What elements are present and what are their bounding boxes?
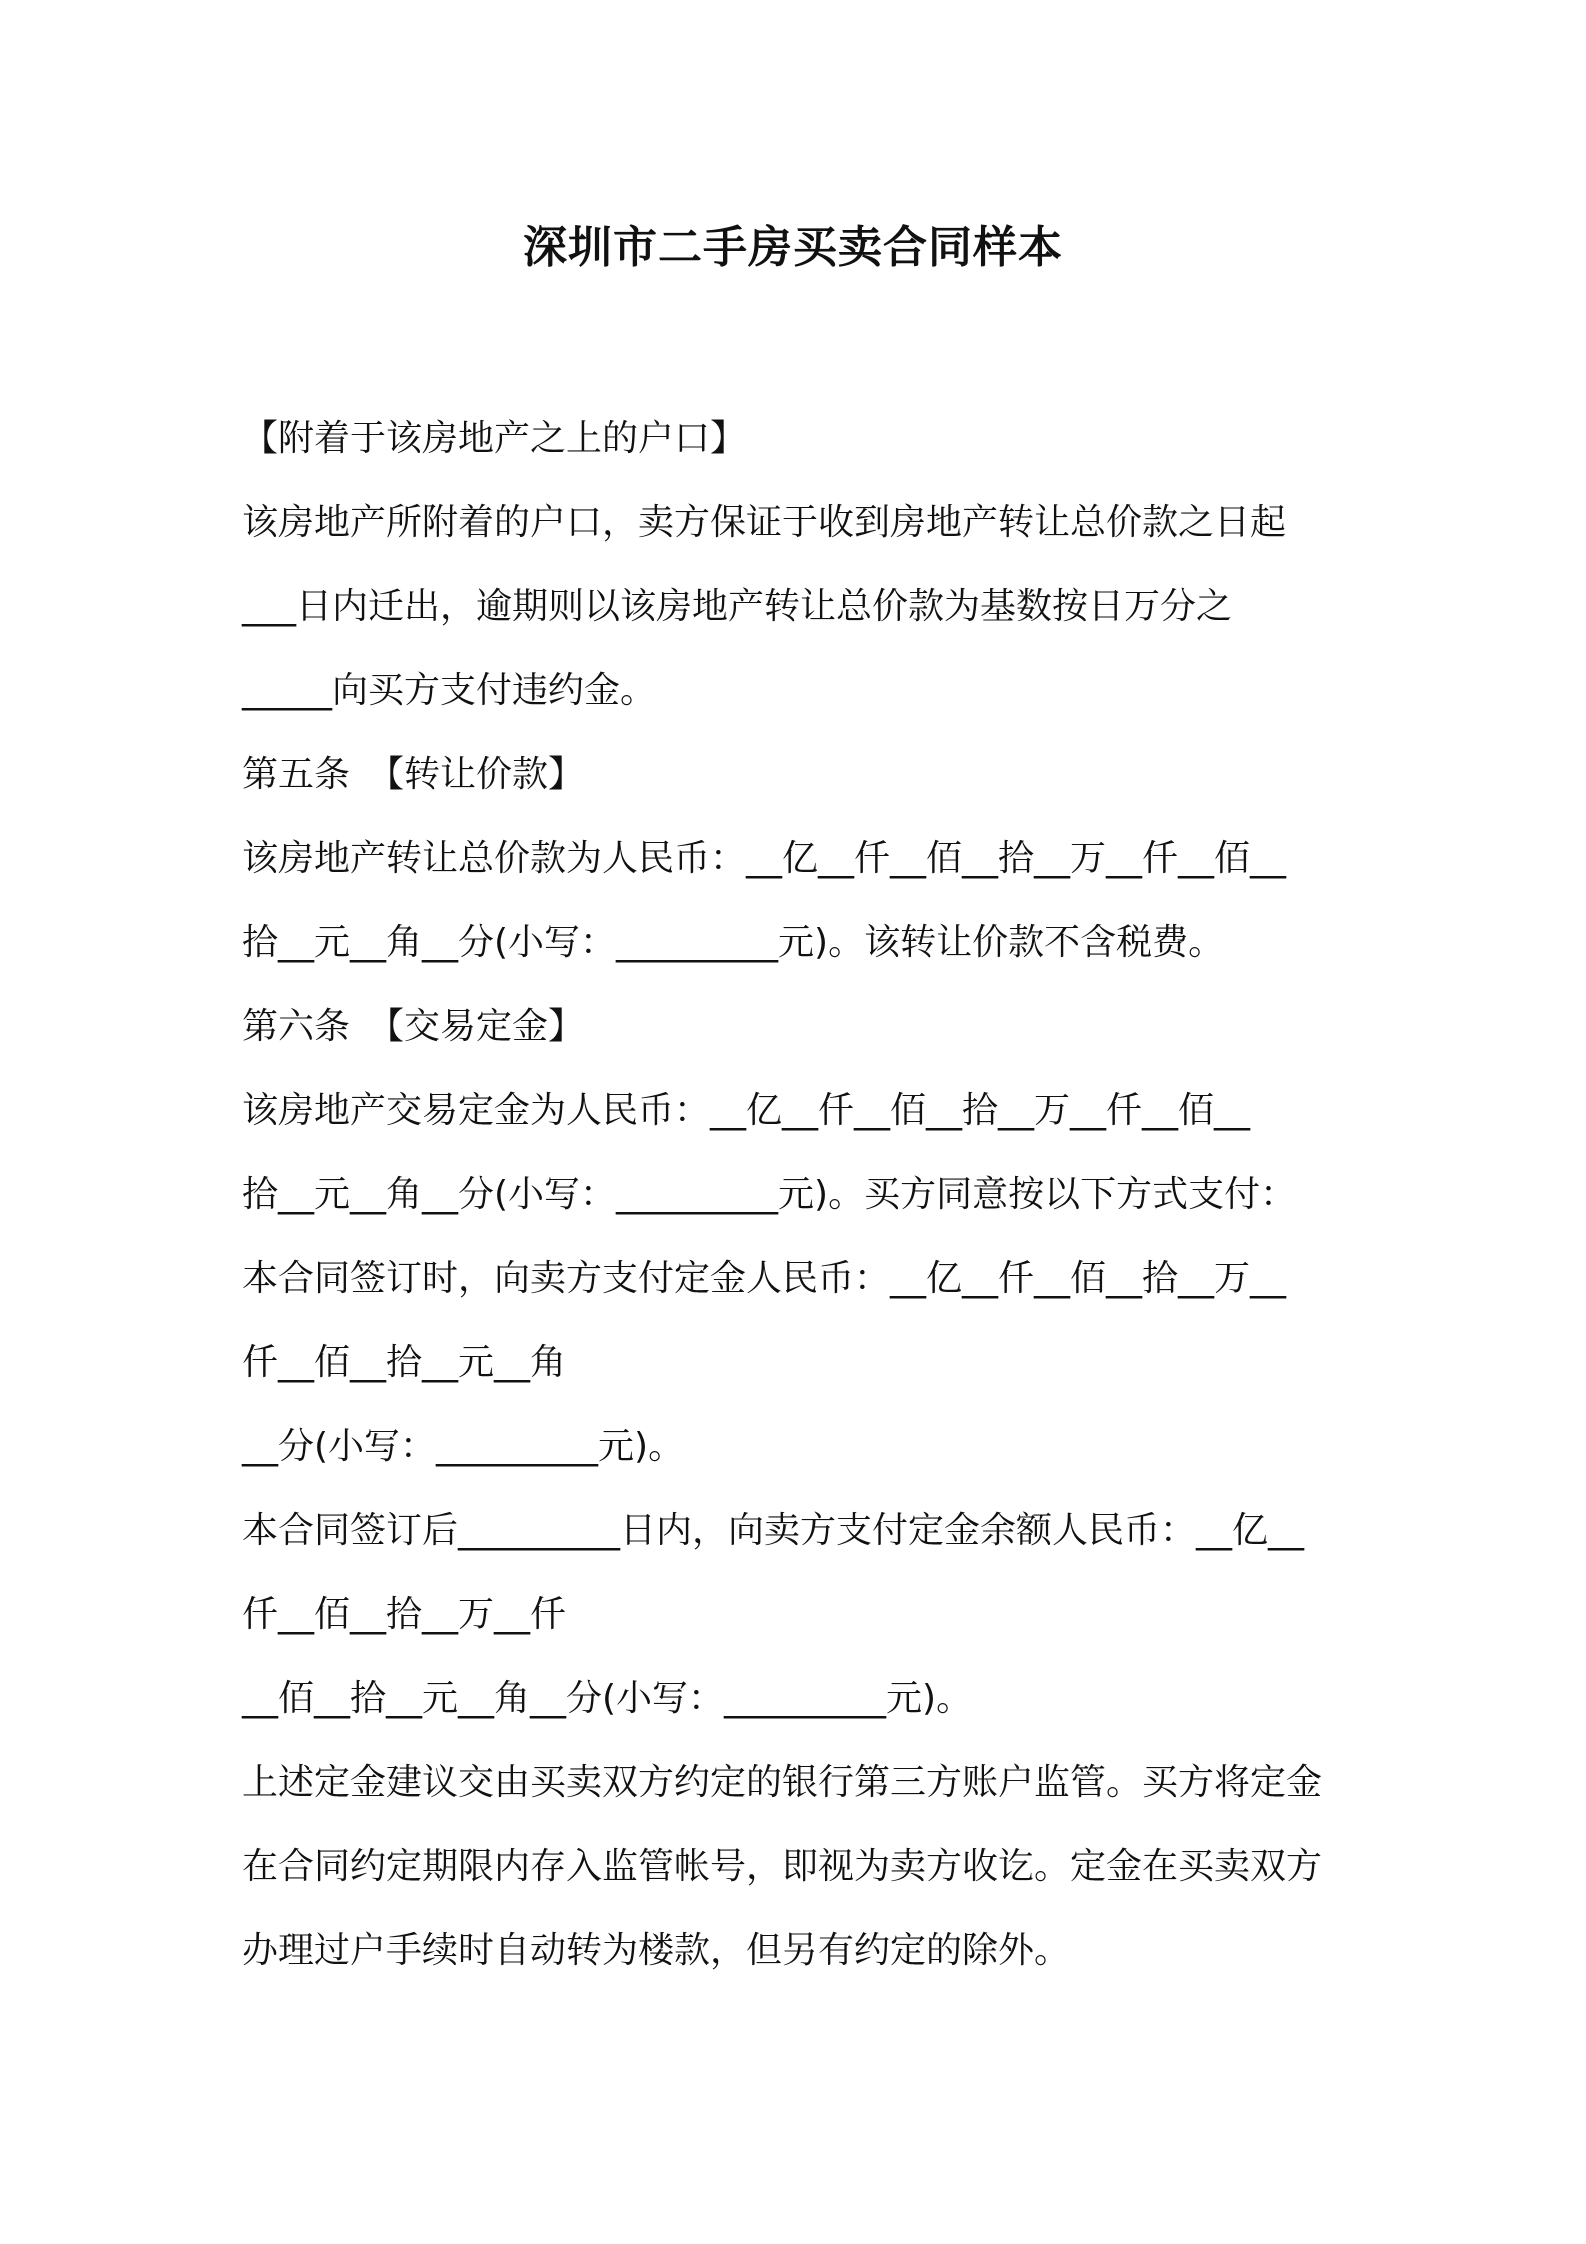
paragraph-line: 办理过户手续时自动转为楼款，但另有约定的除外。: [242, 1930, 1071, 1971]
paragraph-line: 本合同签订时，向卖方支付定金人民币：__亿__仟__佰__拾__万__: [242, 1258, 1287, 1299]
paragraph-line: 仟__佰__拾__元__角: [242, 1342, 567, 1383]
paragraph-line: __佰__拾__元__角__分(小写：_________元)。: [242, 1678, 973, 1719]
document-body: [242, 409, 1382, 2005]
document-title: 深圳市二手房买卖合同样本: [523, 222, 1063, 273]
paragraph-line: 该房地产交易定金为人民币：__亿__仟__佰__拾__万__仟__佰__: [242, 1090, 1251, 1131]
paragraph-line: 本合同签订后_________日内，向卖方支付定金余额人民币：__亿__: [242, 1510, 1305, 1551]
paragraph-line: ___日内迁出，逾期则以该房地产转让总价款为基数按日万分之: [242, 586, 1233, 627]
article-heading-6: 第六条 【交易定金】: [242, 1006, 585, 1047]
paragraph-line: _____向买方支付违约金。: [242, 670, 657, 711]
paragraph-line: 在合同约定期限内存入监管帐号，即视为卖方收讫。定金在买卖双方: [242, 1846, 1323, 1887]
paragraph-line: 上述定金建议交由买卖双方约定的银行第三方账户监管。买方将定金: [242, 1762, 1323, 1803]
paragraph-line: 拾__元__角__分(小写：_________元)。该转让价款不含税费。: [242, 922, 1225, 963]
paragraph-line: 拾__元__角__分(小写：_________元)。买方同意按以下方式支付：: [242, 1174, 1297, 1215]
paragraph-line: __分(小写：_________元)。: [242, 1426, 685, 1467]
article-heading-5: 第五条 【转让价款】: [242, 754, 585, 795]
paragraph-line: 该房地产转让总价款为人民币：__亿__仟__佰__拾__万__仟__佰__: [242, 838, 1287, 879]
paragraph-line: 仟__佰__拾__万__仟: [242, 1594, 567, 1635]
section-heading-hukou: 【附着于该房地产之上的户口】: [242, 418, 747, 459]
paragraph-line: 该房地产所附着的户口，卖方保证于收到房地产转让总价款之日起: [242, 502, 1287, 543]
